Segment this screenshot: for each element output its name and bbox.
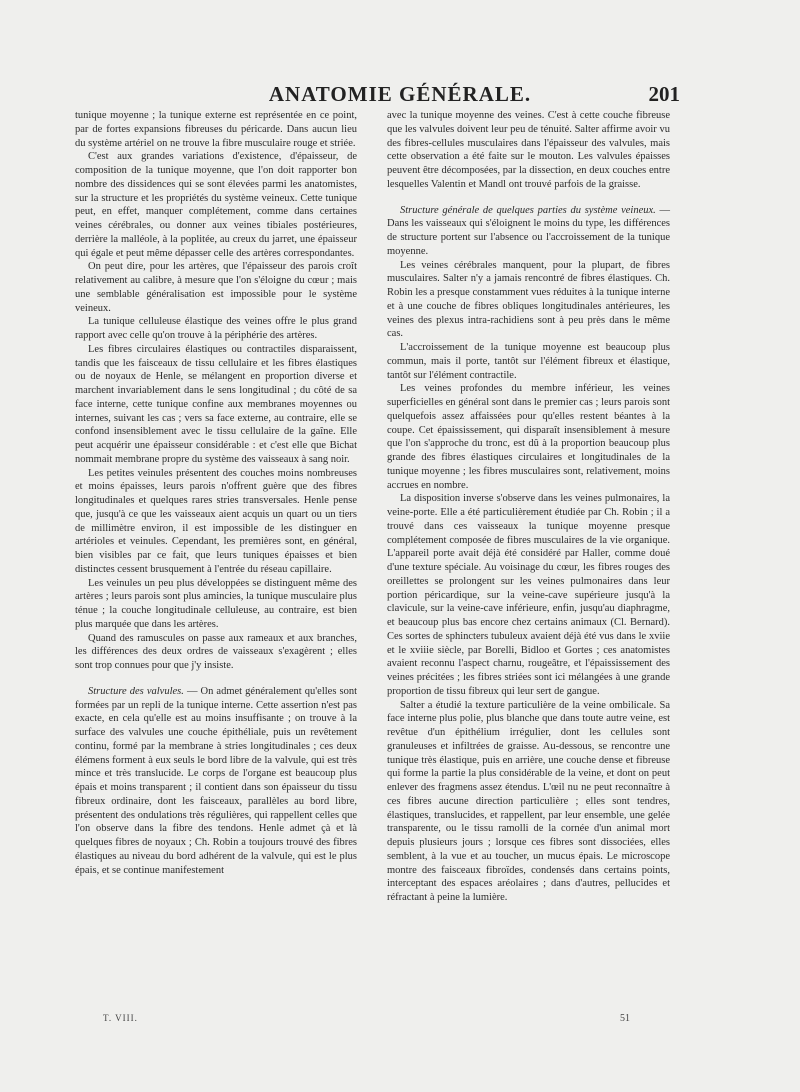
section-body: — Dans les vaisseaux qui s'éloignent le moins du type, les différences de structure portent sur l'absence ou l'accroissement de la tunique moyenne. [387,204,670,257]
paragraph: tunique moyenne ; la tunique externe est représentée en ce point, par de fortes expansions fibreuses du péricarde. Dans aucun lieu du système artériel on ne trouve la fibre musculaire rouge et striée. [75,110,357,149]
paragraph: C'est aux grandes variations d'existence, d'épaisseur, de composition de la tunique moyenne, que l'on doit rapporter bon nombre des dissidences qui se sont élevées parmi les anatomistes, sur la structure et les propriétés du système veineux. Cette tunique peut, en effet, manquer complétement, comme dans certaines veines cérébrales, ou donner aux veines tibiales postérieures, derrière la malléole, à la poplitée, au creux du jarret, une épaisseur qui égale et peut même dépasser celle des artères correspondantes. [75,151,357,259]
page-title: ANATOMIE GÉNÉRALE. [268,82,532,106]
section-heading: Structure des valvules. [88,685,184,697]
paragraph: Les veines profondes du membre inférieur, les veines superficielles en général sont dans le premier cas ; leurs parois sont quelquefois assez affaissées pour qu'elles restent béantes à la coupe. Cet épaississement, qui disparaît insensiblement à mesure que l'on s'approche du tronc, est dû à la proportion beaucoup plus grande des fibres élastiques circulaires et longitudinales de la tunique moyenne ; les fibres musculaires sont, relativement, moins accrues en nombre. [387,383,670,491]
right-column [387,109,670,905]
paragraph: Quand des ramuscules on passe aux rameaux et aux branches, les différences des deux ordres de vaisseaux s'exagèrent ; elles sont trop connues pour que j'y insiste. [75,632,357,671]
paragraph: La tunique celluleuse élastique des veines offre le plus grand rapport avec celle qu'on trouve à la périphérie des artères. [75,316,357,341]
footer-volume: T. VIII. [103,1013,138,1023]
left-column [75,109,357,877]
page-number: 201 [648,82,680,106]
paragraph: La disposition inverse s'observe dans les veines pulmonaires, la veine-porte. Elle a été particulièrement étudiée par Ch. Robin ; il a trouvé dans ces vaisseaux la tunique moyenne presque complétement composée de fibres musculaires de la vie organique. L'appareil porte avait déjà été considéré par Haller, comme doué d'une texture spéciale. Au voisinage du cœur, les fibres rouges des oreillettes se prolongent sur les veines pulmonaires dans leur portion péricardique, sur la veine-cave supérieure jusqu'à la clavicule, sur la veine-cave inférieure, enfin, jusqu'au diaphragme, et beaucoup plus bas encore chez certains animaux (Cl. Bernard). Ces sortes de sphincters tubuleux avaient déjà été vus dans le xviie et le xviiie siècle, par Borelli, Bidloo et Gortes ; ces anatomistes avaient reconnu l'aspect charnu, rougeâtre, et l'épaississement des veines précitées ; les fibres striées sont ici mélangées à une grande proportion de tissu fibreux qui leur sert de gangue. [387,493,670,697]
paragraph: Les fibres circulaires élastiques ou contractiles disparaissent, tandis que les faisceaux de tissu cellulaire et les fibres élastiques ou de noyaux de Henle, se mélangent en proportion diverse et marchent invariablement dans le sens longitudinal ; du côté de sa face interne, cette tunique confine aux membranes moyennes ou internes, suivant les cas ; vers sa face externe, au contraire, elle se confond insensiblement avec le tissu cellulaire de la gaîne. Elle peut acquérir une épaisseur considérable : et c'est elle que Bichat nommait membrane propre du système des vaisseaux à sang noir. [75,343,357,465]
paragraph: Les veines cérébrales manquent, pour la plupart, de fibres musculaires. Salter n'y a jamais rencontré de fibres élastiques. Ch. Robin les a presque constamment vues réduites à la tunique interne et à une couche de fibres obliques longitudinales antérieures, les veines des plexus intra-rachidiens sont à peu près dans le même cas. [387,259,670,340]
paragraph: On peut dire, pour les artères, que l'épaisseur des parois croît relativement au calibre, à mesure que l'on s'éloigne du cœur ; mais une semblable généralisation est impossible pour le système veineux. [75,261,357,314]
footer-signature: 51 [620,1013,630,1024]
paragraph-valvules [75,685,357,878]
paragraph-structure-generale [387,204,670,259]
paragraph: Salter a étudié la texture particulière de la veine ombilicale. Sa face interne plus polie, plus blanche que dans toute autre veine, est revêtue d'un épithélium irrégulier, dont les cellules sont granuleuses et infiltrées de graisse. Au-dessous, se rencontre une tunique très élastique, puis en arrière, une couche dense et fibreuse qui forme la partie la plus considérable de la veine, et dont on peut enlever des fragmens assez étendus. L'œil nu ne peut reconnaître à ces fibres aucune direction particulière ; elles sont tendres, élastiques, translucides, et rappellent, par leur ensemble, une gelée transparente, ou le tissu ramolli de la cornée d'un animal mort depuis plusieurs jours ; lorsque ces fibres sont dissociées, elles semblent, à la vue et au toucher, un mucus épais. Le microscope montre des faisceaux fibroïdes, condensés dans certains points, interceptant des espaces aréolaires ; dans d'autres, pellucides et réfractant à peine la lumière. [387,699,670,903]
paragraph: avec la tunique moyenne des veines. C'est à cette couche fibreuse que les valvules doivent leur peu de ténuité. Salter affirme avoir vu des fibres-cellules musculaires dans l'épaisseur des valvules, mais cette observation a été faite sur le mouton. Les valvules épaisses peuvent être décomposées, par la dissection, en deux couches entre lesquelles Valentin et Mandl ont trouvé parfois de la graisse. [387,110,670,190]
paragraph: L'accroissement de la tunique moyenne est beaucoup plus commun, mais il porte, tantôt sur l'élément fibreux et élastique, tantôt sur l'élément contractile. [387,342,670,381]
section-body: — On admet généralement qu'elles sont formées par un repli de la tunique interne. Cette assertion n'est pas exacte, en cela qu'elle est au moins insuffisante ; on trouve à la surface des valvules une couche épithéliale, puis un revêtement continu, formé par la membrane à stries longitudinales ; ces deux élémens forment à eux seuls le bord libre de la valvule, qui est très mince et très translucide. Le corps de l'organe est beaucoup plus épais et moins transparent ; il contient dans son épaisseur du tissu fibreux ordinaire, dont les faisceaux, parallèles au bord libre, présentent des ondulations très régulières, qui rappellent celles que l'on observe dans la fibre des tendons. Henle admet çà et là quelques fibres de noyaux ; Ch. Robin a toujours trouvé des fibres élastiques au niveau du bord adhérent de la valvule, qui est le plus épais, et se continue manifestement [75,685,357,876]
paragraph: Les veinules un peu plus développées se distinguent même des artères ; leurs parois sont plus amincies, la tunique musculaire plus ténue ; la couche longitudinale celluleuse, au contraire, est bien plus marquée que dans les artères. [75,577,357,630]
section-heading: Structure générale de quelques parties du système veineux. [400,204,656,216]
paragraph: Les petites veinules présentent des couches moins nombreuses et moins épaisses, leurs parois n'offrent guère que des fibres longitudinales et quelques rares stries transversales. Henle pense que, jusqu'à ce que les vaisseaux aient acquis un quart ou un tiers de millimètre environ, il est impossible de les distinguer en artérioles et veinules. Cependant, les premières sont, en général, bien visibles par ce fait, que leurs tuniques épaisses et bien distinctes cessent brusquement à l'entrée du réseau capillaire. [75,467,357,575]
